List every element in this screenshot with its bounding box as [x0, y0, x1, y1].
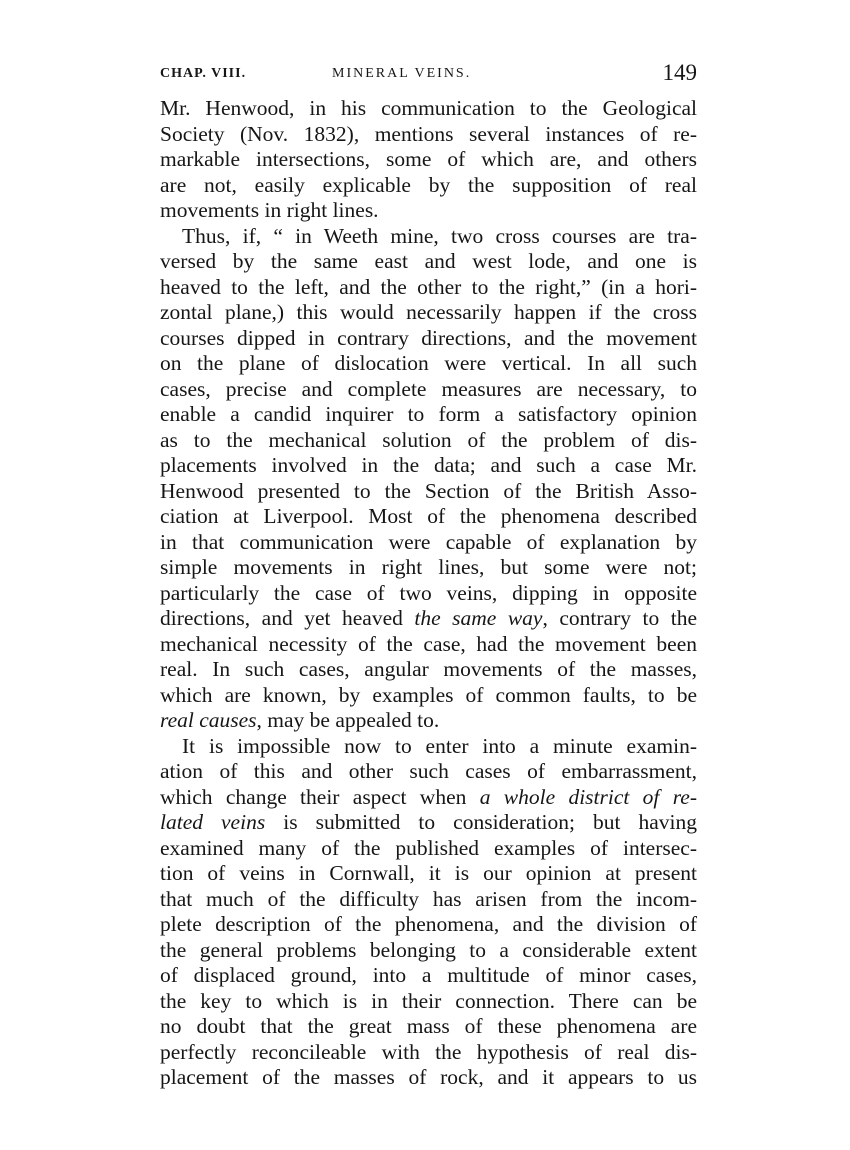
text-line: Thus, if, “ in Weeth mine, two cross courses are tra-	[182, 223, 697, 248]
text-line: are not, easily explicable by the supposition of real	[160, 172, 697, 197]
text-line: real causes, may be appealed to.	[160, 708, 440, 732]
text-line: in that communication were capable of explanation by	[160, 529, 697, 554]
text-line: the general problems belonging to a considerable extent	[160, 937, 697, 962]
running-title: MINERAL VEINS.	[332, 66, 472, 81]
text-line: which are known, by examples of common faults, to be	[160, 682, 697, 707]
text-line: placements involved in the data; and such a case Mr.	[160, 453, 697, 477]
text-line: Henwood presented to the Section of the British Asso-	[160, 478, 697, 503]
text-line: real. In such cases, angular movements of the masses,	[160, 657, 697, 681]
chapter-label: CHAP. VIII.	[160, 66, 247, 81]
text-line: cases, precise and complete measures are necessary, to	[160, 376, 697, 401]
text-line: ation of this and other such cases of embarrassment,	[160, 759, 697, 783]
text-line: mechanical necessity of the case, had the movement been	[160, 631, 697, 656]
text-line: It is impossible now to enter into a minute examin-	[182, 733, 697, 758]
text-line: of displaced ground, into a multitude of minor cases,	[160, 963, 697, 987]
text-line: no doubt that the great mass of these phenomena are	[160, 1014, 697, 1038]
text-line: as to the mechanical solution of the problem of dis-	[160, 427, 697, 452]
text-line: zontal plane,) this would necessarily happen if the cross	[160, 300, 697, 324]
text-line: heaved to the left, and the other to the right,” (in a hori-	[160, 274, 697, 299]
text-line: lated veins is submitted to consideration; but having	[160, 810, 698, 834]
text-line: ciation at Liverpool. Most of the phenomena described	[160, 504, 697, 528]
body-text	[160, 96, 697, 1091]
text-line: perfectly reconcileable with the hypothesis of real dis-	[160, 1039, 697, 1064]
text-line: Mr. Henwood, in his communication to the Geological	[160, 96, 697, 120]
text-line: which change their aspect when a whole district of re-	[160, 784, 697, 809]
text-line: that much of the difficulty has arisen from the incom-	[160, 886, 697, 911]
text-line: Society (Nov. 1832), mentions several instances of re-	[160, 121, 697, 146]
text-line: enable a candid inquirer to form a satisfactory opinion	[160, 402, 697, 426]
text-line: the key to which is in their connection. There can be	[160, 988, 697, 1013]
text-line: directions, and yet heaved the same way, contrary to the	[160, 606, 697, 630]
text-line: on the plane of dislocation were vertical. In all such	[160, 351, 697, 375]
text-line: tion of veins in Cornwall, it is our opinion at present	[160, 861, 697, 885]
text-line: movements in right lines.	[160, 198, 379, 222]
text-line: courses dipped in contrary directions, and the movement	[160, 325, 697, 350]
text-line: placement of the masses of rock, and it appears to us	[160, 1065, 697, 1089]
text-line: particularly the case of two veins, dipping in opposite	[160, 580, 697, 605]
text-line: plete description of the phenomena, and the division of	[160, 912, 697, 936]
text-line: markable intersections, some of which are, and others	[160, 147, 697, 171]
text-line: simple movements in right lines, but some were not;	[160, 555, 697, 579]
text-line: examined many of the published examples of intersec-	[160, 835, 697, 860]
running-head	[160, 62, 697, 86]
text-line: versed by the same east and west lode, and one is	[160, 249, 697, 273]
page-number: 149	[662, 60, 697, 85]
